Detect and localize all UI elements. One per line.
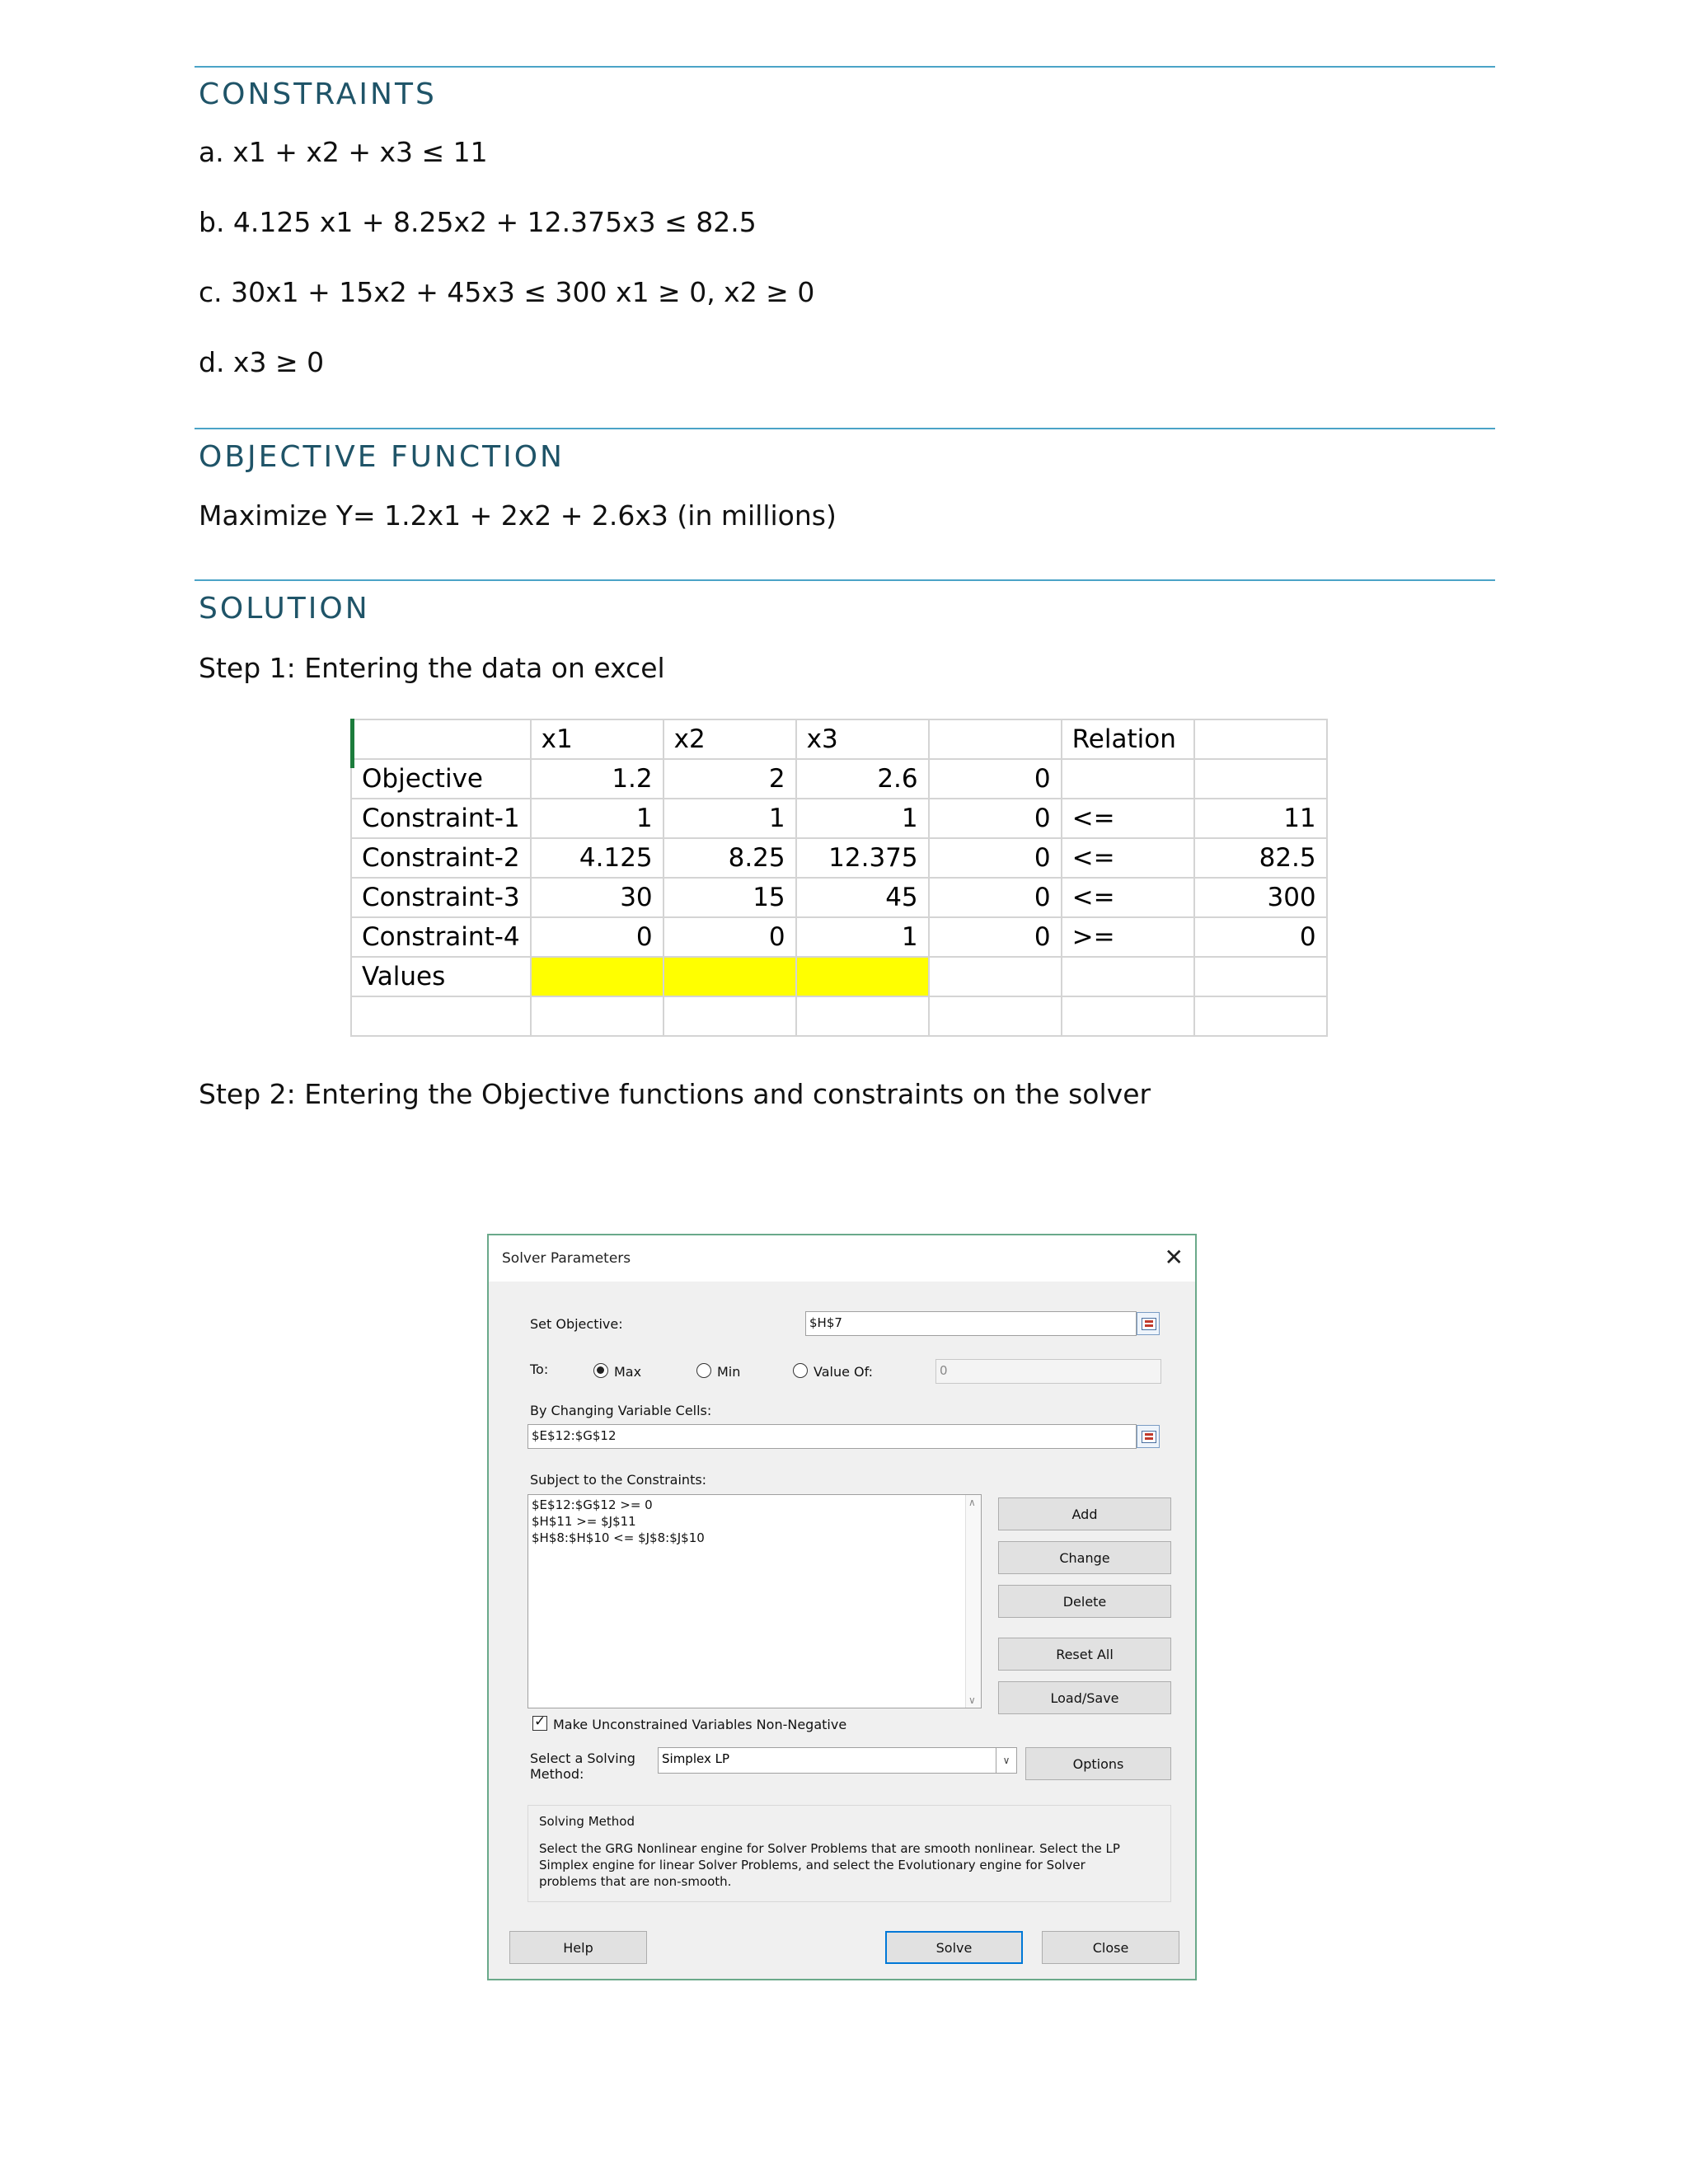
- table-header-cell[interactable]: x2: [663, 719, 796, 759]
- table-cell[interactable]: 0: [929, 759, 1062, 799]
- description-line: Select the GRG Nonlinear engine for Solver Problems that are smooth nonlinear. Select the LP: [539, 1841, 1120, 1856]
- table-cell[interactable]: Values: [351, 957, 531, 996]
- table-cell[interactable]: [1062, 996, 1194, 1036]
- table-cell[interactable]: [663, 996, 796, 1036]
- table-row: [351, 838, 1327, 878]
- dialog-titlebar: [489, 1235, 1195, 1282]
- table-cell[interactable]: 45: [796, 878, 929, 917]
- table-cell[interactable]: >=: [1062, 917, 1194, 957]
- scroll-up-icon[interactable]: ∧: [968, 1497, 976, 1508]
- constraint-c: c. 30x1 + 15x2 + 45x3 ≤ 300 x1 ≥ 0, x2 ≥ 0: [199, 276, 815, 308]
- cell-cursor: [350, 719, 354, 768]
- data-table: [350, 719, 1328, 1037]
- list-item[interactable]: $E$12:$G$12 >= 0: [532, 1497, 653, 1512]
- table-cell[interactable]: 0: [929, 838, 1062, 878]
- solving-method-dropdown[interactable]: [658, 1747, 1017, 1774]
- changing-cells-label: By Changing Variable Cells:: [530, 1403, 712, 1418]
- table-cell[interactable]: 11: [1194, 799, 1327, 838]
- min-radio[interactable]: [696, 1363, 711, 1378]
- table-cell[interactable]: 1: [663, 799, 796, 838]
- load-save-button[interactable]: Load/Save: [998, 1681, 1171, 1714]
- constraint-b: b. 4.125 x1 + 8.25x2 + 12.375x3 ≤ 82.5: [199, 206, 757, 238]
- dialog-title: Solver Parameters: [502, 1250, 631, 1267]
- nonnegative-label[interactable]: Make Unconstrained Variables Non-Negative: [553, 1717, 847, 1732]
- max-radio[interactable]: [593, 1363, 608, 1378]
- table-cell[interactable]: Constraint-2: [351, 838, 531, 878]
- table-cell[interactable]: [1194, 759, 1327, 799]
- table-header-cell[interactable]: x1: [531, 719, 663, 759]
- scroll-down-icon[interactable]: ∨: [968, 1694, 976, 1706]
- table-cell[interactable]: 15: [663, 878, 796, 917]
- table-cell[interactable]: Constraint-3: [351, 878, 531, 917]
- table-cell[interactable]: <=: [1062, 799, 1194, 838]
- list-item[interactable]: $H$11 >= $J$11: [532, 1514, 636, 1529]
- table-header-cell[interactable]: [351, 719, 531, 759]
- table-cell[interactable]: 0: [663, 917, 796, 957]
- table-cell[interactable]: 30: [531, 878, 663, 917]
- value-of-radio[interactable]: [793, 1363, 808, 1378]
- change-button[interactable]: Change: [998, 1541, 1171, 1574]
- solving-method-value: Simplex LP: [662, 1751, 730, 1766]
- table-cell[interactable]: 0: [929, 799, 1062, 838]
- constraints-label: Subject to the Constraints:: [530, 1472, 707, 1488]
- table-header-cell[interactable]: [1194, 719, 1327, 759]
- to-label: To:: [530, 1361, 549, 1377]
- constraints-heading: CONSTRAINTS: [199, 77, 437, 111]
- table-cell[interactable]: 12.375: [796, 838, 929, 878]
- constraints-listbox[interactable]: [528, 1494, 982, 1708]
- table-cell[interactable]: [796, 996, 929, 1036]
- table-header-row: [351, 719, 1327, 759]
- step1-text: Step 1: Entering the data on excel: [199, 652, 665, 684]
- changing-cells-input[interactable]: $E$12:$G$12: [528, 1424, 1137, 1449]
- solving-method-label-line: Select a Solving: [530, 1750, 635, 1766]
- table-cell[interactable]: 2: [663, 759, 796, 799]
- table-cell[interactable]: 0: [929, 917, 1062, 957]
- table-cell[interactable]: Objective: [351, 759, 531, 799]
- range-selector-icon[interactable]: [1137, 1312, 1160, 1335]
- section-divider: [195, 428, 1495, 429]
- value-of-input[interactable]: 0: [935, 1359, 1161, 1384]
- highlighted-value-cell[interactable]: [663, 957, 796, 996]
- scrollbar[interactable]: [965, 1495, 981, 1708]
- table-header-cell[interactable]: x3: [796, 719, 929, 759]
- table-cell[interactable]: [351, 996, 531, 1036]
- excel-spreadsheet: [350, 719, 1339, 1075]
- highlighted-value-cell[interactable]: [531, 957, 663, 996]
- objective-heading: OBJECTIVE FUNCTION: [199, 440, 565, 474]
- table-row: [351, 878, 1327, 917]
- solver-parameters-dialog: [487, 1234, 1197, 1980]
- table-cell[interactable]: 0: [531, 917, 663, 957]
- min-label[interactable]: Min: [717, 1364, 741, 1380]
- table-cell[interactable]: [1062, 759, 1194, 799]
- range-selector-icon[interactable]: [1137, 1425, 1160, 1448]
- list-item[interactable]: $H$8:$H$10 <= $J$8:$J$10: [532, 1530, 705, 1545]
- table-cell[interactable]: 8.25: [663, 838, 796, 878]
- step2-text: Step 2: Entering the Objective functions and constraints on the solver: [199, 1078, 1151, 1110]
- reset-all-button[interactable]: Reset All: [998, 1638, 1171, 1671]
- constraint-a: a. x1 + x2 + x3 ≤ 11: [199, 136, 488, 168]
- table-row: [351, 996, 1327, 1036]
- objective-text: Maximize Y= 1.2x1 + 2x2 + 2.6x3 (in millions): [199, 499, 837, 532]
- table-cell[interactable]: 1: [796, 917, 929, 957]
- table-row: [351, 759, 1327, 799]
- solution-heading: SOLUTION: [199, 592, 370, 626]
- max-label[interactable]: Max: [614, 1364, 642, 1380]
- table-cell[interactable]: 1: [796, 799, 929, 838]
- table-cell[interactable]: [1062, 957, 1194, 996]
- table-cell[interactable]: Constraint-1: [351, 799, 531, 838]
- add-button[interactable]: Add: [998, 1497, 1171, 1530]
- table-header-cell[interactable]: Relation: [1062, 719, 1194, 759]
- table-row: [351, 799, 1327, 838]
- section-divider: [195, 579, 1495, 581]
- description-line: Simplex engine for linear Solver Problems, and select the Evolutionary engine for Solver: [539, 1858, 1085, 1872]
- solving-method-description: [539, 1840, 1165, 1890]
- table-cell[interactable]: [929, 957, 1062, 996]
- table-cell[interactable]: [1194, 996, 1327, 1036]
- delete-button[interactable]: Delete: [998, 1585, 1171, 1618]
- table-cell[interactable]: 82.5: [1194, 838, 1327, 878]
- close-button[interactable]: Close: [1042, 1931, 1179, 1964]
- table-cell[interactable]: <=: [1062, 838, 1194, 878]
- chevron-down-icon[interactable]: ∨: [996, 1748, 1016, 1773]
- description-line: problems that are non-smooth.: [539, 1874, 732, 1889]
- table-cell[interactable]: 300: [1194, 878, 1327, 917]
- table-cell[interactable]: [929, 996, 1062, 1036]
- close-icon[interactable]: ✕: [1164, 1244, 1184, 1271]
- options-button[interactable]: Options: [1025, 1747, 1171, 1780]
- table-cell[interactable]: [1194, 957, 1327, 996]
- constraint-d: d. x3 ≥ 0: [199, 346, 325, 378]
- set-objective-label: Set Objective:: [530, 1316, 623, 1332]
- value-of-label[interactable]: Value Of:: [814, 1364, 874, 1380]
- solving-method-group-title: Solving Method: [539, 1814, 635, 1829]
- table-cell[interactable]: [531, 996, 663, 1036]
- nonnegative-checkbox[interactable]: [532, 1716, 547, 1731]
- table-cell[interactable]: 1: [531, 799, 663, 838]
- solving-method-label-line: Method:: [530, 1766, 584, 1782]
- section-divider: [195, 66, 1495, 68]
- table-cell[interactable]: 4.125: [531, 838, 663, 878]
- set-objective-input[interactable]: $H$7: [805, 1311, 1137, 1336]
- table-row: [351, 917, 1327, 957]
- table-row: [351, 957, 1327, 996]
- table-cell[interactable]: 2.6: [796, 759, 929, 799]
- solve-button[interactable]: Solve: [885, 1931, 1023, 1964]
- table-cell[interactable]: 0: [1194, 917, 1327, 957]
- table-cell[interactable]: 1.2: [531, 759, 663, 799]
- table-cell[interactable]: Constraint-4: [351, 917, 531, 957]
- solving-method-label: [530, 1750, 635, 1782]
- table-header-cell[interactable]: [929, 719, 1062, 759]
- highlighted-value-cell[interactable]: [796, 957, 929, 996]
- table-cell[interactable]: 0: [929, 878, 1062, 917]
- table-cell[interactable]: <=: [1062, 878, 1194, 917]
- help-button[interactable]: Help: [509, 1931, 647, 1964]
